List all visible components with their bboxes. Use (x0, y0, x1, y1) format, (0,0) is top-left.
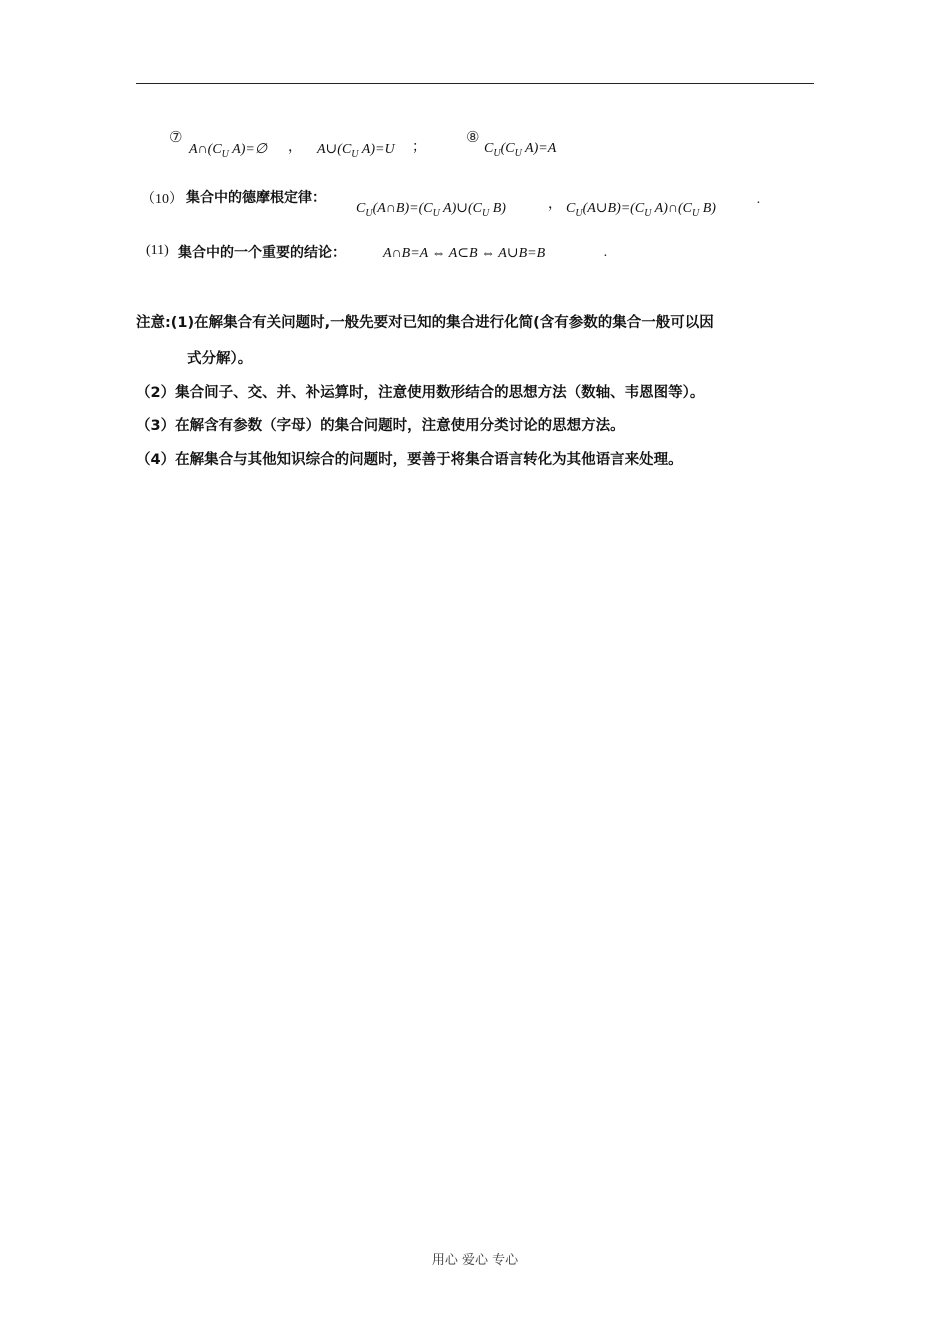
item-11-number: (11) (146, 243, 169, 258)
de-morgan-period: . (757, 192, 761, 207)
de-morgan-separator: ， (548, 196, 562, 212)
formula-union-complement: $A\cup(C_U$ A)=U (317, 142, 395, 160)
header-rule (136, 83, 814, 84)
important-conclusion-formula: A∩B=A ⇔ A⊂B ⇔ A∪B=B (383, 246, 546, 261)
item-10-label: 集合中的德摩根定律： (186, 190, 326, 206)
item-11-label: 集合中的一个重要的结论： (178, 245, 346, 261)
note-4: （4）在解集合与其他知识综合的问题时，要善于将集合语言转化为其他语言来处理。 (136, 452, 683, 468)
marker-8: ⑧ (466, 128, 480, 146)
separator-comma: ， (288, 139, 302, 155)
page-footer: 用心 爱心 专心 (431, 1253, 519, 1268)
item-10-number: （10） (141, 192, 183, 207)
formula-intersection-complement: $A\cap(C_U$ A)=∅ (189, 142, 268, 160)
conclusion-period: . (604, 245, 608, 260)
marker-7: ⑦ (169, 128, 183, 146)
note-2: （2）集合间子、交、并、补运算时，注意使用数形结合的思想方法（数轴、韦恩图等）。 (136, 385, 705, 401)
formula-double-complement: $C_U(C_U$ A)=A (484, 141, 557, 159)
note-1-line-2: 式分解）。 (187, 351, 253, 367)
separator-semicolon: ； (412, 139, 426, 155)
de-morgan-formula-1: $C_U(A\cap B)=(C_U$ $A)\cup(C_U$ B) (356, 201, 506, 219)
note-1-line-1: 注意:(1)在解集合有关问题时,一般先要对已知的集合进行化简(含有参数的集合一般可以因 (136, 315, 714, 331)
note-3: （3）在解含有参数（字母）的集合问题时，注意使用分类讨论的思想方法。 (136, 418, 625, 434)
de-morgan-formula-2: $C_U(A\cup B)=(C_U$ $A)\cap(C_U$ B) (566, 201, 716, 219)
